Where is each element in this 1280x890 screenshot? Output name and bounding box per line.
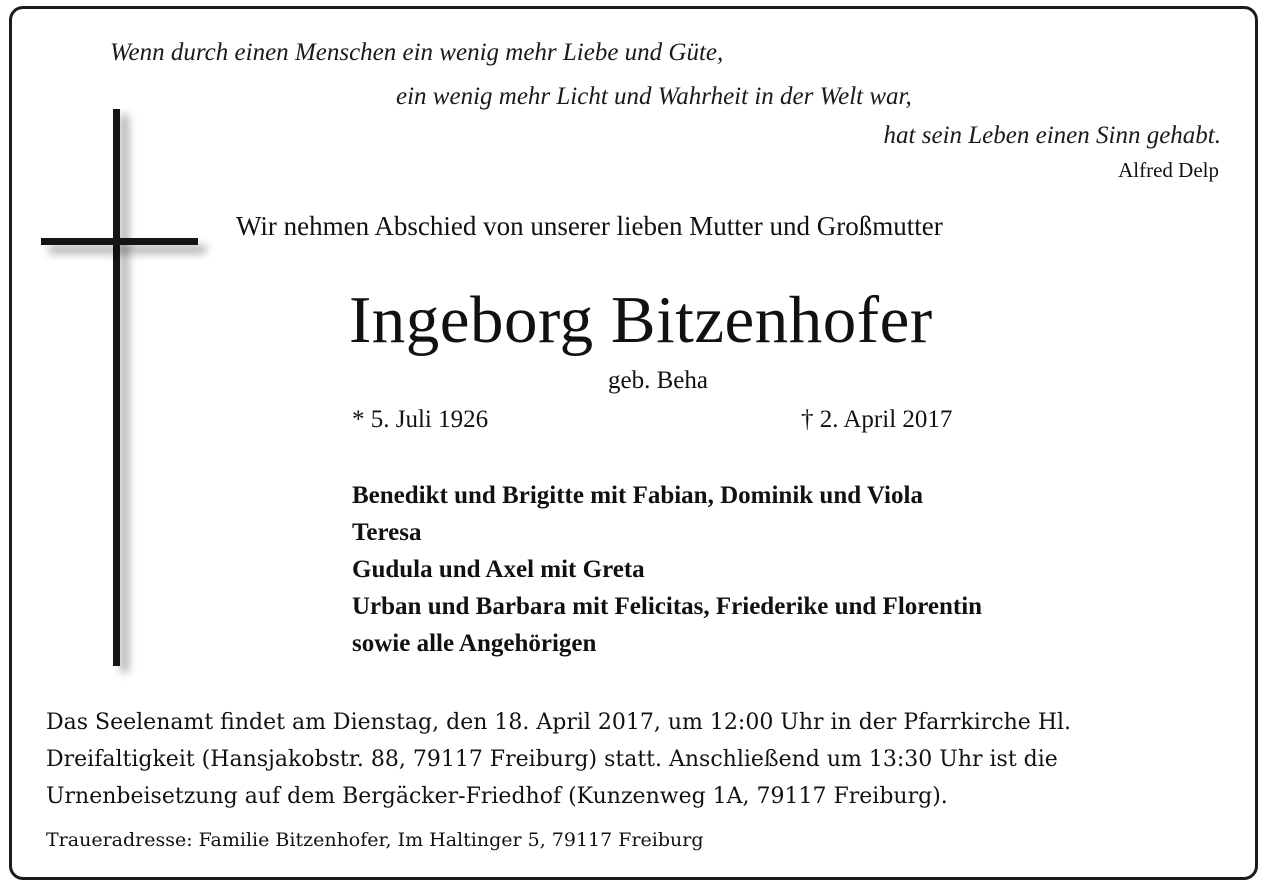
quote-line-1: Wenn durch einen Menschen ein wenig mehr Liebe und Güte, (110, 39, 724, 66)
death-date: † 2. April 2017 (801, 406, 953, 433)
mourner-entry: Benedikt und Brigitte mit Fabian, Dominik und Viola (352, 482, 923, 509)
mourner-entry: Teresa (352, 519, 422, 546)
mourner-entry: Urban und Barbara mit Felicitas, Friederike und Florentin (352, 593, 983, 620)
quote-author: Alfred Delp (1118, 158, 1219, 182)
quote-line-2: ein wenig mehr Licht und Wahrheit in der Welt war, (396, 83, 912, 110)
service-details: Das Seelenamt findet am Dienstag, den 18. April 2017, um 12:00 Uhr in der Pfarrkirche Hl. Dreifaltigkeit (Hansjakobstr. 88, 79117 Freiburg) statt. Anschließend um 13:30 Uhr ist die Urnenbeisetzung auf dem Bergäcker-Friedhof (Kunzenweg 1A, 79117 Freiburg). (46, 710, 1072, 809)
mourners-list (352, 477, 982, 662)
mourner-entry: sowie alle Angehörigen (352, 630, 597, 657)
quote-line-3: hat sein Leben einen Sinn gehabt. (883, 122, 1221, 149)
mourner-entry: Gudula und Axel mit Greta (352, 556, 645, 583)
mourning-address: Traueradresse: Familie Bitzenhofer, Im Haltinger 5, 79117 Freiburg (46, 829, 704, 851)
cross-horizontal-bar (41, 238, 198, 245)
farewell-intro: Wir nehmen Abschied von unserer lieben Mutter und Großmutter (236, 211, 943, 241)
birth-date: * 5. Juli 1926 (352, 406, 489, 433)
cross-vertical-bar (113, 109, 120, 666)
maiden-name: geb. Beha (608, 367, 708, 394)
deceased-name: Ingeborg Bitzenhofer (349, 283, 933, 357)
